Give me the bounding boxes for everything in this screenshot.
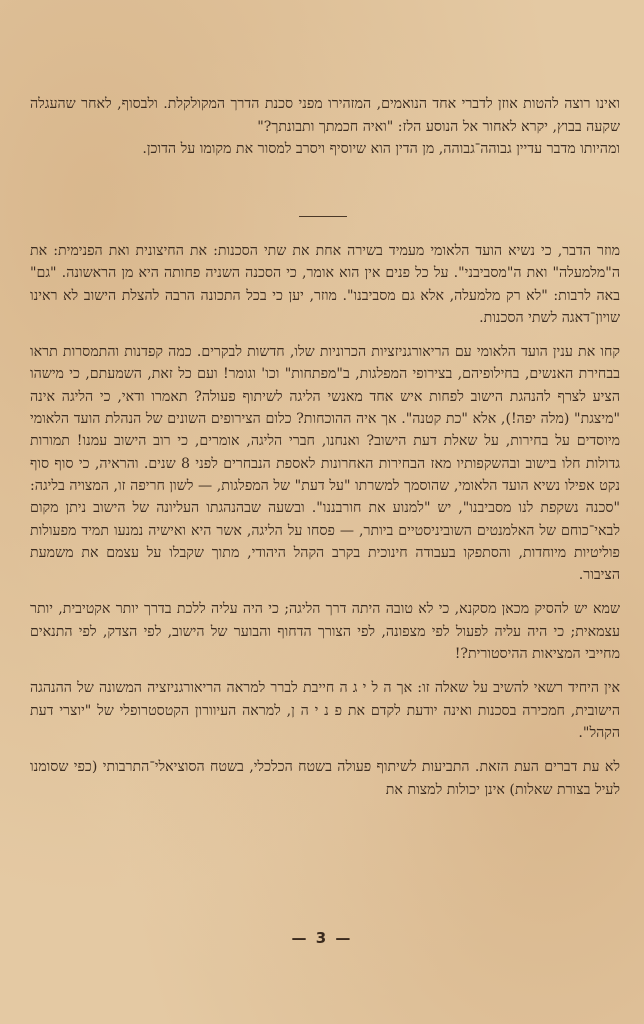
paragraph: מוזר הדבר, כי נשיא הועד הלאומי מעמיד בשירה אחת את שתי הסכנות: את החיצונית ואת הפנימית: את ה"מלמעלה" ואת ה"מסביבני". על כל פנים אין הוא אומר, כי הסכנה השניה פחותה היא מן הראשונה. "גם" באה לרבות: "לא רק מלמעלה, אלא גם מסביבנו". מוזר, יען כי בכל התכונה הרבה להצלת הישוב לא ראינו שויון־דאגה לשתי הסכנות. [30,243,620,326]
paragraph: שמא יש להסיק מכאן מסקנא, כי לא טובה היתה דרך הליגה; כי היה עליה ללכת בדרך יותר אקטיבית, יותר עצמאית; כי היה עליה לפעול לפי מצפונה, לפי הצורך הדחוף והבוער של הישוב, לפי הצדק, לפי התנאים מחייבי המציאות ההיסטורית?! [30,601,620,663]
main-text [30,240,620,801]
paragraph: אין היחיד רשאי להשיב על שאלה זו: אך ה ל י ג ה חייבת לברר למראה הריאורגניזציה המשונה של ההנהגה הישובית, חמכירה בסכנות ואינה יודעת לקדם את פ נ י ה ן, למראה העיוורון הקטסטרופלי של "יוצרי דעת הקהל". [30,680,620,741]
paragraph: לא עת דברים העת הזאת. התביעות לשיתוף פעולה בשטח הכלכלי, בשטח הסוציאלי־התרבותי (כפי שסומנו לעיל בצורת שאלות) אינן יכולות למצות את [30,759,620,798]
paragraph: קחו את ענין הועד הלאומי עם הריאורגניזציות הכרוניות שלו, חדשות לבקרים. כמה קפדנות והתמסרות תראו בבחירת האנשים, בחילופיהם, בצירופי המפלגות, ב"מפתחות" וכו' וגומר! ועם כל זאת, השמעתם, כי מישהו הציע לצרף להנהגת הישוב לפחות איש אחד מאנשי הליגה לשיתוף פעולה? תאמרו ודאי, כי הליגה אינה "מיצגת" (מלה יפה!), אלא "כת קטנה". אך איה ההוכחות? כלום הצירופים השונים של הנהלת הועד הלאומי מיוסדים על בחירות, על שאלת דעת הישוב? ואנחנו, חברי הליגה, אומרים, כי רוב הישוב עמנו! תמורות גדולות חלו בישוב ובהשקפותיו מאז הבחירות האחרונות לאספת הנבחרים לפני 8 שנים. והראיה, כי סוף סוף נקט אפילו נשיא הועד הלאומי, שהוסמך למשרתו "על דעת" של המפלגות, — לשון חריפה זו, המצויה בליגה: "סכנה נשקפת לנו מסביבנו", יש "למנוע את חורבננו". ובשעה שבהנהגתו העליונה של הישוב ניתן מקום לבאי־כוחם של האלמנטים השוביניסטיים ביותר, — פסחו על הליגה, אשר היא ואישיה נמנעו תמיד מפעולות פוליטיות מיוחדות, והסתפקו בעבודה חינוכית בקרב הקהל היהודי, מתוך שקבלו על עצמם את משמעת הציבור. [30,344,620,584]
page-number: — 3 — [291,929,353,947]
paragraph: ומהיותו מדבר עדיין גבוהה־גבוהה, מן הדין הוא שיוסיף ויסרב למסור את מקומו על הדוכן. [142,141,620,157]
opening-text [30,93,620,161]
paragraph: ואינו רוצה להטות אוזן לדברי אחד הנואמים, המזהירו מפני סכנת הדרך המקולקלת. ולבסוף, לאחר שהעגלה שקעה בבוץ, יקרא לאחור אל הנוסע הלז: "ואיה חכמתך ותבונתך?" [30,96,620,135]
section-divider [299,216,347,217]
